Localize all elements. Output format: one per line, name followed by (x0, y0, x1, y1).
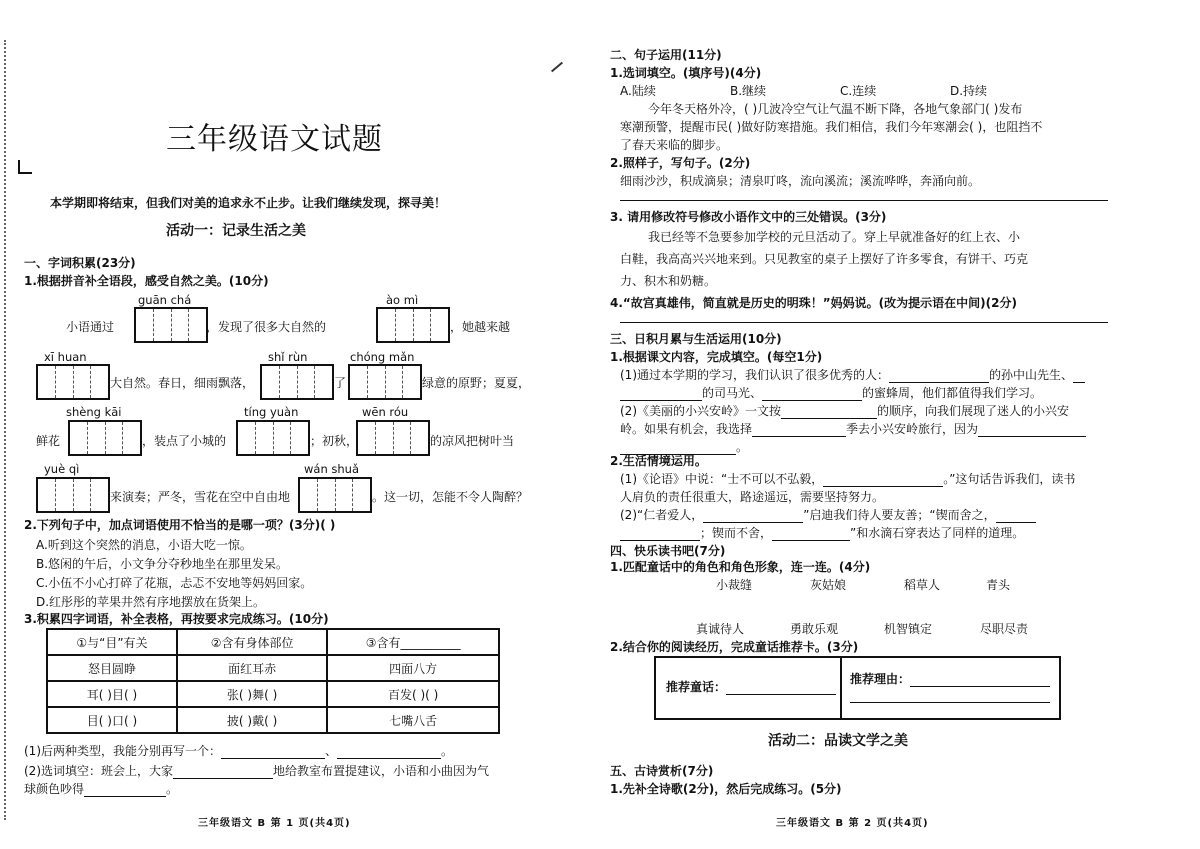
char-boxes[interactable] (68, 420, 142, 456)
text-fragment: 小语通过 (66, 320, 115, 334)
fill-text: 人肩负的责任很重大，路途遥远，需要坚持努力。 (620, 490, 885, 504)
trait-item[interactable]: 勇敢乐观 (790, 622, 839, 636)
role-item[interactable]: 稻草人 (904, 578, 941, 592)
char-boxes[interactable] (36, 364, 110, 400)
card-label-reason (850, 670, 1050, 687)
page-footer: 三年级语文 B 第 2 页(共4页) (776, 818, 929, 829)
answer-blank[interactable] (823, 474, 943, 487)
text-fragment: 。这一切，怎能不令人陶醉？ (372, 490, 529, 504)
question-2: 2.生活情境运用。 (610, 454, 707, 468)
question-3: 3.积累四字词语，补全表格，再按要求完成练习。(10分) (24, 612, 329, 626)
option-d[interactable]: D.红彤彤的苹果井然有序地摆放在货架上。 (36, 595, 266, 609)
option-a: A.陆续 (620, 84, 656, 98)
passage-line: 今年冬天格外冷，( )几波冷空气让气温不断下降，各地气象部门( )发布 (648, 102, 1023, 116)
pinyin-label: shǐ rùn (268, 350, 308, 364)
fill-text: 的司马光、 (702, 386, 763, 400)
fill-line (620, 384, 1042, 401)
answer-line[interactable] (620, 322, 1108, 323)
pinyin-label: tíng yuàn (244, 405, 299, 419)
char-boxes[interactable] (348, 364, 422, 400)
fill-text: ；锲而不舍， (700, 526, 773, 540)
answer-blank[interactable] (752, 424, 846, 437)
table-cell[interactable]: 耳( )目( ) (47, 681, 177, 707)
answer-line[interactable] (850, 702, 1050, 703)
page-title: 三年级语文试题 (166, 122, 383, 157)
text-fragment: ，她越来越 (450, 320, 511, 334)
table-cell[interactable]: ③含有__________ (327, 629, 499, 655)
table-cell: 四面八方 (327, 655, 499, 681)
answer-blank[interactable] (84, 784, 166, 797)
answer-blank[interactable] (910, 674, 1050, 687)
intro-text: 本学期即将结束，但我们对美的追求永不止步。让我们继续发现，探寻美！ (50, 196, 447, 210)
fill-text: 季去小兴安岭旅行，因为 (846, 422, 979, 436)
question-1: 1.匹配童话中的角色和角色形象，连一连。(4分) (610, 560, 871, 574)
fill-line (620, 366, 1085, 383)
trait-item[interactable]: 尽职尽责 (980, 622, 1029, 636)
char-boxes[interactable] (298, 477, 372, 513)
char-boxes[interactable] (376, 307, 450, 343)
q3-part2-label: (2)选词填空：班会上，大家 (24, 764, 173, 778)
answer-blank[interactable] (762, 388, 862, 401)
char-boxes[interactable] (134, 307, 208, 343)
card-label-book (666, 678, 836, 695)
fill-line (620, 506, 1036, 523)
recommendation-card (654, 656, 1061, 720)
table-cell[interactable]: 百发( )( ) (327, 681, 499, 707)
fill-text: ”启迪我们待人要友善；“锲而舍之， (803, 508, 996, 522)
answer-blank[interactable] (889, 370, 989, 383)
char-boxes[interactable] (260, 364, 334, 400)
char-boxes[interactable] (36, 477, 110, 513)
fill-text: ”和水滴石穿表达了同样的道理。 (850, 526, 1025, 540)
section-heading: 一、字词积累(23分) (24, 256, 136, 270)
card-divider (840, 658, 842, 718)
option-b[interactable]: B.悠闲的午后，小文争分夺秒地坐在那里发呆。 (36, 557, 289, 571)
answer-blank[interactable] (221, 746, 325, 759)
pinyin-label: wán shuǎ (304, 462, 360, 476)
pinyin-label: shèng kāi (66, 405, 122, 419)
role-item[interactable]: 灰姑娘 (810, 578, 847, 592)
q3-part2-cont: 球颜色吵得 。 (24, 782, 179, 796)
answer-blank[interactable] (620, 528, 700, 541)
table-cell: 七嘴八舌 (327, 707, 499, 733)
corner-mark (18, 160, 32, 174)
option-c: C.连续 (840, 84, 877, 98)
text-fragment: ；初秋， (310, 434, 359, 448)
binding-line (4, 40, 6, 820)
text-fragment: ，装点了小城的 (142, 434, 227, 448)
option-d: D.持续 (950, 84, 988, 98)
answer-blank[interactable] (781, 406, 877, 419)
question-1: 1.根据课文内容，完成填空。(每空1分) (610, 350, 823, 364)
role-item[interactable]: 小裁缝 (716, 578, 753, 592)
page-2 (600, 0, 1200, 849)
q3-part1-label: (1)后两种类型，我能分别再写一个： (24, 744, 221, 758)
text-fragment: 的凉风把树叶当 (430, 434, 515, 448)
q3-part2-text: 球颜色吵得 (24, 782, 85, 796)
card-left-label: 推荐童话： (666, 680, 727, 694)
example-sentence: 细雨沙沙，积成滴泉；清泉叮咚，流向溪流；溪流哗哗，奔涌向前。 (620, 174, 981, 188)
fill-line: 。 (620, 438, 748, 455)
table-cell: 怒目圆睁 (47, 655, 177, 681)
passage-line: 了春天来临的脚步。 (620, 138, 729, 152)
idiom-table (46, 628, 500, 734)
fill-text: 。”这句话告诉我们，读书 (943, 472, 1076, 486)
page-footer: 三年级语文 B 第 1 页(共4页) (198, 818, 351, 829)
text-fragment: 来演奏；严冬，雪花在空中自由地 (110, 490, 291, 504)
table-cell: 面红耳赤 (177, 655, 327, 681)
fill-text: 的孙中山先生、 (989, 368, 1074, 382)
pinyin-label: guān chá (138, 293, 192, 307)
table-cell[interactable]: 目( )口( ) (47, 707, 177, 733)
fill-text: 岭。如果有机会，我选择 (620, 422, 753, 436)
answer-blank[interactable] (620, 388, 702, 401)
question-2: 2.照样子，写句子。(2分) (610, 156, 751, 170)
trait-item[interactable]: 真诚待人 (696, 622, 745, 636)
text-fragment: ，发现了很多大自然的 (206, 320, 327, 334)
question-1: 1.根据拼音补全语段，感受自然之美。(10分) (24, 274, 269, 288)
text-fragment: 了 (334, 376, 347, 390)
text-fragment: 大自然。春日，细雨飘落， (110, 376, 255, 390)
table-cell[interactable]: 张( )舞( ) (177, 681, 327, 707)
pinyin-label: xī huan (44, 350, 87, 364)
passage-line: 寒潮预警，提醒市民( )做好防寒措施。我们相信，我们今年寒潮会( )，也阻挡不 (620, 120, 1043, 134)
answer-line[interactable] (620, 200, 1108, 201)
pinyin-label: ào mì (386, 293, 419, 307)
fill-line (620, 524, 1024, 541)
table-cell: ②含有身体部位 (177, 629, 327, 655)
char-boxes[interactable] (236, 420, 310, 456)
question-1: 1.选词填空。(填序号)(4分) (610, 66, 762, 80)
section-heading: 三、日积月累与生活运用(10分) (610, 332, 782, 346)
fill-text: (2)“仁者爱人， (620, 508, 704, 522)
answer-blank[interactable] (772, 528, 850, 541)
pinyin-label: chóng mǎn (350, 350, 415, 364)
answer-blank[interactable] (726, 682, 836, 695)
fill-line (620, 420, 1086, 437)
fill-text: (2)《美丽的小兴安岭》一文按 (620, 404, 781, 418)
option-a[interactable]: A.听到这个突然的消息，小语大吃一惊。 (36, 538, 252, 552)
q3-part1: (1)后两种类型，我能分别再写一个： 、 。 (24, 744, 454, 758)
activity-heading: 活动一：记录生活之美 (166, 223, 306, 239)
pinyin-label: yuè qì (44, 462, 80, 476)
answer-blank[interactable] (996, 510, 1036, 523)
text-fragment: 鲜花 (36, 434, 61, 448)
role-item[interactable]: 青头 (986, 578, 1011, 592)
table-cell: ①与“目”有关 (47, 629, 177, 655)
fill-text: 的蜜蜂周，他们都值得我们学习。 (862, 386, 1043, 400)
table-cell[interactable]: 披( )戴( ) (177, 707, 327, 733)
option-b: B.继续 (730, 84, 767, 98)
fill-text: (1)通过本学期的学习，我们认识了很多优秀的人： (620, 368, 889, 382)
answer-blank[interactable] (173, 766, 273, 779)
q3-part2-text: 地给教室布置提建议，小语和小曲因为气 (273, 764, 490, 778)
section-heading: 五、古诗赏析(7分) (610, 764, 714, 778)
question-2: 2.下列句子中，加点词语使用不恰当的是哪一项？(3分)( ) (24, 518, 336, 532)
fill-text: 的顺序，向我们展现了迷人的小兴安 (877, 404, 1070, 418)
essay-line[interactable]: 我已经等不急要参加学校的元旦活动了。穿上早就准备好的红上衣、小 (648, 230, 1021, 244)
essay-line[interactable]: 力、积木和奶糖。 (620, 274, 717, 288)
question-4: 4.“故宫真雄伟，简直就是历史的明珠！”妈妈说。(改为提示语在中间)(2分) (610, 296, 1017, 310)
fill-line (620, 470, 1075, 487)
answer-blank[interactable] (978, 424, 1086, 437)
essay-line[interactable]: 白鞋，我高高兴兴地来到。只见教室的桌子上摆好了许多零食，有饼干、巧克 (620, 252, 1029, 266)
section-heading: 二、句子运用(11分) (610, 48, 722, 62)
answer-blank[interactable] (1073, 370, 1085, 383)
card-right-label: 推荐理由： (850, 672, 911, 686)
fill-line (620, 402, 1069, 419)
answer-blank[interactable] (337, 746, 441, 759)
question-3: 3. 请用修改符号修改小语作文中的三处错误。(3分) (610, 210, 887, 224)
q3-part2 (24, 762, 489, 779)
question-1: 1.先补全诗歌(2分)，然后完成练习。(5分) (610, 782, 842, 796)
text-fragment: 绿意的原野；夏夏， (422, 376, 531, 390)
question-2: 2.结合你的阅读经历，完成童话推荐卡。(3分) (610, 640, 859, 654)
section-heading: 四、快乐读书吧(7分) (610, 544, 726, 558)
option-c[interactable]: C.小伍不小心打碎了花瓶，忐忑不安地等妈妈回家。 (36, 576, 313, 590)
activity-heading: 活动二：品读文学之美 (768, 733, 908, 749)
char-boxes[interactable] (356, 420, 430, 456)
trait-item[interactable]: 机智镇定 (884, 622, 933, 636)
fill-text: (1)《论语》中说：“士不可以不弘毅， (620, 472, 824, 486)
answer-blank[interactable] (703, 510, 803, 523)
pinyin-label: wēn róu (362, 405, 409, 419)
